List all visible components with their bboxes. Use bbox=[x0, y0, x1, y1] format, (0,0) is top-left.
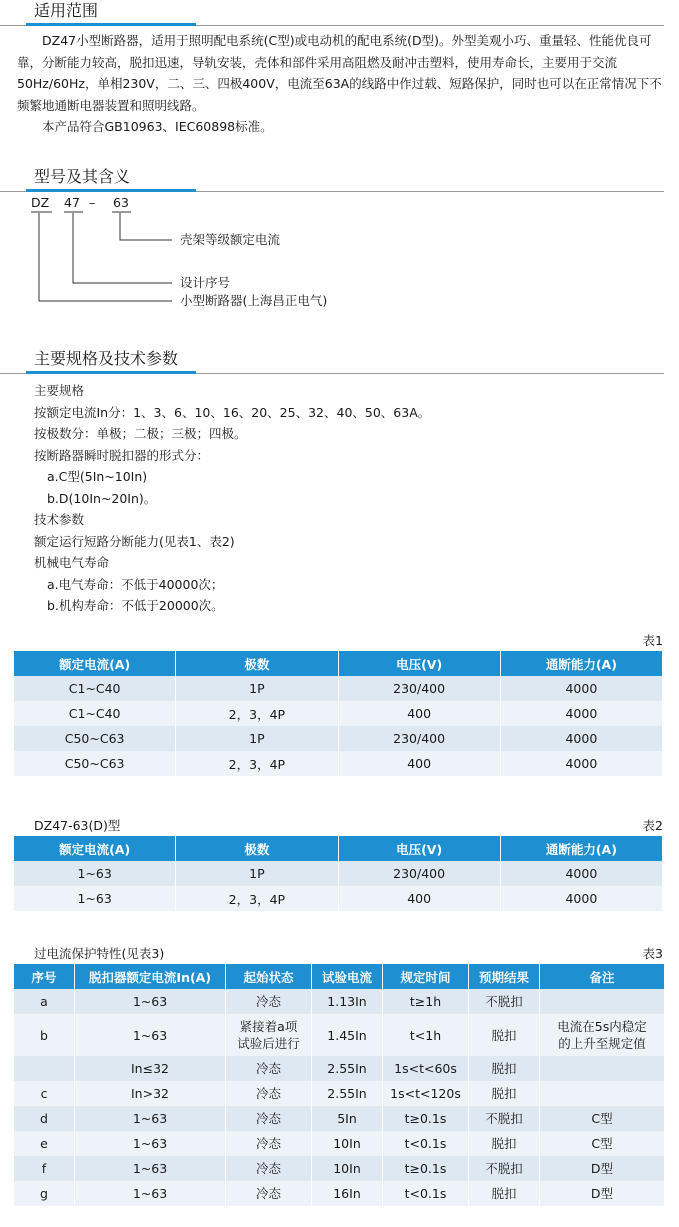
table-header-row bbox=[14, 836, 662, 861]
table-cell: 1~63 bbox=[14, 886, 175, 911]
table-row bbox=[14, 676, 662, 701]
model-code-dash: – bbox=[89, 195, 96, 210]
table-cell: 1s<t<60s bbox=[383, 1056, 468, 1081]
table-header-cell: 通断能力(A) bbox=[501, 836, 662, 861]
table-cell: 电流在5s内稳定 的上升至规定值 bbox=[540, 1014, 664, 1056]
table-cell: 脱扣 bbox=[469, 1081, 539, 1106]
table-cell: 230/400 bbox=[339, 861, 500, 886]
table-cell: In≤32 bbox=[75, 1056, 225, 1081]
table-cell: 脱扣 bbox=[469, 1131, 539, 1156]
table-cell: C型 bbox=[540, 1106, 664, 1131]
table-cell: t<1h bbox=[383, 1014, 468, 1056]
table-header-cell: 脱扣器额定电流In(A) bbox=[75, 964, 225, 989]
table-cell: a bbox=[14, 989, 74, 1014]
table-cell: 1~63 bbox=[75, 1106, 225, 1131]
table-header-cell: 额定电流(A) bbox=[14, 836, 175, 861]
table-cell: 冷态 bbox=[226, 1156, 311, 1181]
table-row bbox=[14, 1106, 664, 1131]
table2-label: 表2 bbox=[642, 818, 663, 833]
table-row bbox=[14, 726, 662, 751]
table-cell bbox=[540, 989, 664, 1014]
table-cell: 不脱扣 bbox=[469, 989, 539, 1014]
table-cell: d bbox=[14, 1106, 74, 1131]
section-accent-bar bbox=[26, 371, 196, 374]
table-cell: 10In bbox=[312, 1131, 382, 1156]
table-cell: 1P bbox=[176, 726, 337, 751]
specs-line: 按额定电流In分：1、3、6、10、16、20、25、32、40、50、63A。 bbox=[34, 404, 431, 420]
table-row bbox=[14, 1014, 664, 1056]
table-cell: C1~C40 bbox=[14, 676, 175, 701]
table3 bbox=[13, 964, 665, 1206]
table-cell: C50~C63 bbox=[14, 751, 175, 776]
table-cell: 1P bbox=[176, 861, 337, 886]
table-cell: 不脱扣 bbox=[469, 1106, 539, 1131]
table-cell: 10In bbox=[312, 1156, 382, 1181]
table-header-cell: 额定电流(A) bbox=[14, 651, 175, 676]
table-cell: b bbox=[14, 1014, 74, 1056]
table-cell: 冷态 bbox=[226, 1056, 311, 1081]
model-meaning-rated-current: 壳架等级额定电流 bbox=[180, 232, 281, 247]
table3-label: 表3 bbox=[642, 946, 663, 961]
table-cell: 1~63 bbox=[75, 1181, 225, 1206]
section-title-model: 型号及其含义 bbox=[34, 167, 131, 186]
table-cell: f bbox=[14, 1156, 74, 1181]
model-meaning-design-no: 设计序号 bbox=[180, 275, 231, 290]
table-cell: 脱扣 bbox=[469, 1181, 539, 1206]
model-leader-lines bbox=[0, 0, 679, 330]
table-cell: t<0.1s bbox=[383, 1181, 468, 1206]
section-title-scope: 适用范围 bbox=[34, 1, 99, 20]
table-cell: 230/400 bbox=[339, 676, 500, 701]
table-row bbox=[14, 1156, 664, 1181]
table-cell: C1~C40 bbox=[14, 701, 175, 726]
table-header-cell: 极数 bbox=[176, 836, 337, 861]
table-cell: 4000 bbox=[501, 676, 662, 701]
table-cell: 1~63 bbox=[14, 861, 175, 886]
table-cell: C50~C63 bbox=[14, 726, 175, 751]
table-cell: 4000 bbox=[501, 861, 662, 886]
table-header-cell: 电压(V) bbox=[339, 836, 500, 861]
table-cell: 1P bbox=[176, 676, 337, 701]
model-meaning-product: 小型断路器(上海昌正电气) bbox=[180, 293, 328, 308]
table-row bbox=[14, 886, 662, 911]
table1 bbox=[13, 651, 663, 776]
table-cell: 2，3，4P bbox=[176, 886, 337, 911]
table-cell: 4000 bbox=[501, 886, 662, 911]
table-cell: 2，3，4P bbox=[176, 701, 337, 726]
table-cell: 脱扣 bbox=[469, 1014, 539, 1056]
table-row bbox=[14, 861, 662, 886]
table-cell: 4000 bbox=[501, 726, 662, 751]
table-header-cell: 备注 bbox=[540, 964, 664, 989]
table-cell: 冷态 bbox=[226, 1081, 311, 1106]
table-row bbox=[14, 1081, 664, 1106]
table-cell: 16In bbox=[312, 1181, 382, 1206]
table-cell: t≥0.1s bbox=[383, 1106, 468, 1131]
section-header-specs bbox=[0, 348, 664, 374]
specs-line: a.C型(5In~10In) bbox=[47, 469, 148, 484]
specs-line: 按断路器瞬时脱扣器的形式分： bbox=[34, 447, 210, 463]
specs-line: 主要规格 bbox=[34, 383, 85, 398]
section-title-specs: 主要规格及技术参数 bbox=[34, 349, 179, 368]
specs-line: 额定运行短路分断能力(见表1、表2) bbox=[34, 533, 235, 549]
table-cell bbox=[540, 1056, 664, 1081]
table-row bbox=[14, 989, 664, 1014]
table-cell: 400 bbox=[339, 886, 500, 911]
table-cell: 1~63 bbox=[75, 1131, 225, 1156]
specs-line: b.机构寿命：不低于20000次。 bbox=[47, 598, 224, 613]
model-code-dz: DZ bbox=[31, 195, 50, 210]
table-cell: 5In bbox=[312, 1106, 382, 1131]
table2 bbox=[13, 836, 663, 911]
table-cell: 1s<t<120s bbox=[383, 1081, 468, 1106]
table-cell: 2.55In bbox=[312, 1056, 382, 1081]
model-code-47: 47 bbox=[64, 195, 80, 210]
table-cell: t≥1h bbox=[383, 989, 468, 1014]
table-header-row bbox=[14, 651, 662, 676]
table-header-cell: 极数 bbox=[176, 651, 337, 676]
table-cell: 4000 bbox=[501, 751, 662, 776]
specs-line: 按极数分：单极；二极；三极；四极。 bbox=[34, 426, 247, 441]
specs-line: 机械电气寿命 bbox=[34, 555, 110, 570]
table-cell: 冷态 bbox=[226, 1181, 311, 1206]
specs-line: a.电气寿命：不低于40000次； bbox=[47, 576, 224, 592]
table1-label: 表1 bbox=[642, 633, 663, 648]
table-cell: c bbox=[14, 1081, 74, 1106]
table-cell bbox=[14, 1056, 74, 1081]
table-row bbox=[14, 1131, 664, 1156]
table-cell: 1.13In bbox=[312, 989, 382, 1014]
table-header-cell: 通断能力(A) bbox=[501, 651, 662, 676]
scope-paragraph-2: 本产品符合GB10963、IEC60898标准。 bbox=[42, 119, 273, 134]
table-row bbox=[14, 701, 662, 726]
table-cell: 400 bbox=[339, 701, 500, 726]
table-cell: e bbox=[14, 1131, 74, 1156]
table-cell: 1~63 bbox=[75, 1156, 225, 1181]
table-cell: C型 bbox=[540, 1131, 664, 1156]
table-cell: 400 bbox=[339, 751, 500, 776]
model-code-63: 63 bbox=[113, 195, 129, 210]
table-cell: g bbox=[14, 1181, 74, 1206]
table-cell: t≥0.1s bbox=[383, 1156, 468, 1181]
table-cell: t<0.1s bbox=[383, 1131, 468, 1156]
specs-line: 技术参数 bbox=[34, 512, 85, 527]
table-cell: 不脱扣 bbox=[469, 1156, 539, 1181]
table-cell: 1.45In bbox=[312, 1014, 382, 1056]
table-cell: 冷态 bbox=[226, 989, 311, 1014]
table-cell: 冷态 bbox=[226, 1131, 311, 1156]
table-cell bbox=[540, 1081, 664, 1106]
table2-caption: DZ47-63(D)型 bbox=[34, 818, 121, 833]
specs-list bbox=[34, 380, 430, 617]
table-row bbox=[14, 1056, 664, 1081]
specs-line: b.D(10In~20In)。 bbox=[47, 490, 157, 506]
table-cell: D型 bbox=[540, 1156, 664, 1181]
table-header-cell: 预期结果 bbox=[469, 964, 539, 989]
table-cell: 冷态 bbox=[226, 1106, 311, 1131]
table-header-cell: 起始状态 bbox=[226, 964, 311, 989]
table-cell: 脱扣 bbox=[469, 1056, 539, 1081]
table-cell: 2.55In bbox=[312, 1081, 382, 1106]
table-header-cell: 电压(V) bbox=[339, 651, 500, 676]
table-cell: 4000 bbox=[501, 701, 662, 726]
table-cell: 230/400 bbox=[339, 726, 500, 751]
scope-paragraph-1: DZ47小型断路器，适用于照明配电系统(C型)或电动机的配电系统(D型)。外型美观小巧、重量轻、性能优良可靠，分断能力较高，脱扣迅速，导轨安装，壳体和部件采用高阻燃及耐冲击塑料，使用寿命长，主要用于交流50Hz/60Hz，单相230V，二、三、四极400V，电流至63A的线路中作过载、短路保护，同时也可以在正常情况下不频繁地通断电器装置和照明线路。 bbox=[17, 33, 662, 113]
table-header-cell: 序号 bbox=[14, 964, 74, 989]
table-row bbox=[14, 1181, 664, 1206]
table-header-cell: 试验电流 bbox=[312, 964, 382, 989]
table-cell: 1~63 bbox=[75, 1014, 225, 1056]
table-cell: 2，3，4P bbox=[176, 751, 337, 776]
table-cell: 紧接着a项 试验后进行 bbox=[226, 1014, 311, 1056]
table-row bbox=[14, 751, 662, 776]
table-cell: 1~63 bbox=[75, 989, 225, 1014]
table3-caption: 过电流保护特性(见表3) bbox=[34, 946, 165, 961]
table-cell: In>32 bbox=[75, 1081, 225, 1106]
table-cell: D型 bbox=[540, 1181, 664, 1206]
table-header-row bbox=[14, 964, 664, 989]
table-header-cell: 规定时间 bbox=[383, 964, 468, 989]
